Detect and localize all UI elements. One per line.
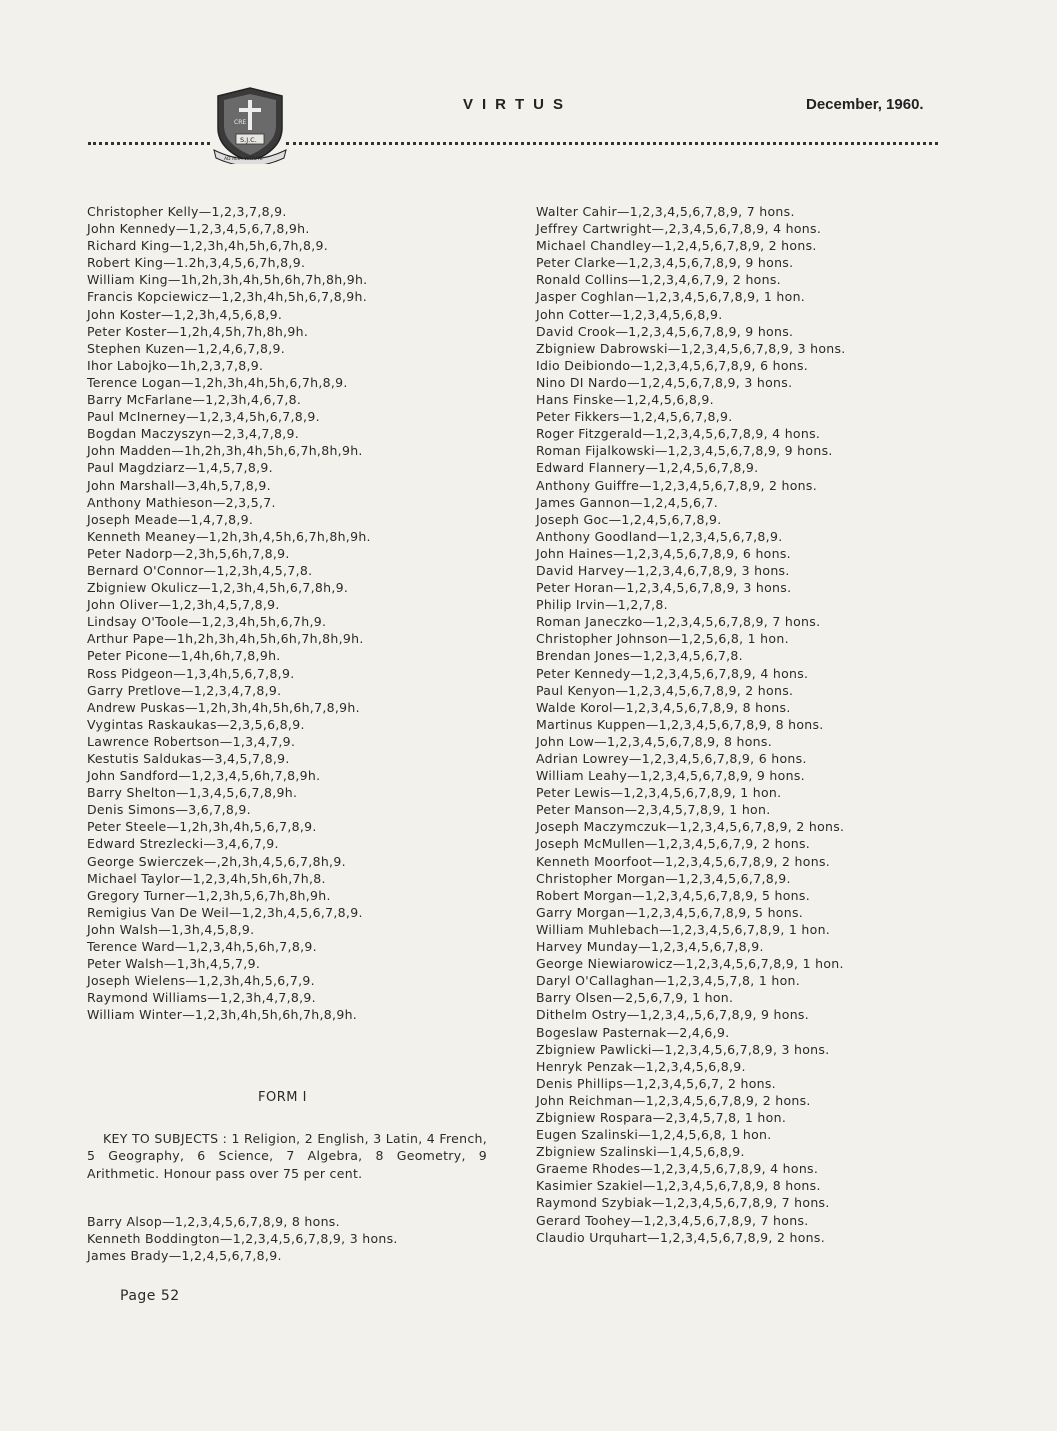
student-entry: John Haines—1,2,3,4,5,6,7,8,9, 6 hons. bbox=[536, 545, 791, 561]
student-entry: James Brady—1,2,4,5,6,7,8,9. bbox=[87, 1248, 282, 1264]
student-entry: Eugen Szalinski—1,2,4,5,6,8, 1 hon. bbox=[536, 1127, 772, 1143]
student-entry: Peter Steele—1,2h,3h,4h,5,6,7,8,9. bbox=[87, 819, 317, 835]
student-entry: Peter Lewis—1,2,3,4,5,6,7,8,9, 1 hon. bbox=[536, 785, 782, 801]
student-entry: James Gannon—1,2,4,5,6,7. bbox=[536, 494, 719, 510]
crest-motto-bottom: AD ALTA VIRTUTE bbox=[224, 157, 263, 162]
student-entry: Paul McInerney—1,2,3,4,5h,6,7,8,9. bbox=[87, 409, 320, 425]
student-entry: Claudio Urquhart—1,2,3,4,5,6,7,8,9, 2 hons. bbox=[536, 1229, 825, 1245]
student-entry: Hans Finske—1,2,4,5,6,8,9. bbox=[536, 392, 714, 408]
student-entry: Kestutis Saldukas—3,4,5,7,8,9. bbox=[87, 751, 290, 766]
student-entry: George Niewiarowicz—1,2,3,4,5,6,7,8,9, 1 hon. bbox=[536, 956, 844, 972]
student-entry: Kenneth Moorfoot—1,2,3,4,5,6,7,8,9, 2 hons. bbox=[536, 853, 831, 869]
student-entry: William Leahy—1,2,3,4,5,6,7,8,9, 9 hons. bbox=[536, 768, 805, 784]
student-entry: Michael Taylor—1,2,3,4h,5h,6h,7h,8. bbox=[87, 870, 326, 886]
student-entry: Martinus Kuppen—1,2,3,4,5,6,7,8,9, 8 hons. bbox=[536, 716, 824, 732]
student-entry: Henryk Penzak—1,2,3,4,5,6,8,9. bbox=[536, 1058, 746, 1074]
student-entry: Barry Alsop—1,2,3,4,5,6,7,8,9, 8 hons. bbox=[87, 1214, 340, 1229]
student-entry: Edward Flannery—1,2,4,5,6,7,8,9. bbox=[536, 460, 759, 476]
student-entry: Terence Logan—1,2h,3h,4h,5h,6,7h,8,9. bbox=[87, 374, 348, 390]
student-entry: John Koster—1,2,3h,4,5,6,8,9. bbox=[87, 306, 283, 322]
student-entry: Zbigniew Rospara—2,3,4,5,7,8, 1 hon. bbox=[536, 1109, 787, 1125]
student-entry: Raymond Szybiak—1,2,3,4,5,6,7,8,9, 7 hons. bbox=[536, 1195, 830, 1211]
student-entry: John Low—1,2,3,4,5,6,7,8,9, 8 hons. bbox=[536, 733, 772, 749]
student-entry: Andrew Puskas—1,2h,3h,4h,5h,6h,7,8,9h. bbox=[87, 699, 360, 715]
student-entry: William Winter—1,2,3h,4h,5h,6h,7h,8,9h. bbox=[87, 1007, 358, 1023]
student-entry: John Sandford—1,2,3,4,5,6h,7,8,9h. bbox=[87, 768, 321, 784]
form-one-list bbox=[87, 1213, 398, 1264]
student-entry: John Madden—1h,2h,3h,4h,5h,6,7h,8h,9h. bbox=[87, 443, 363, 459]
student-entry: Bernard O'Connor—1,2,3h,4,5,7,8. bbox=[87, 562, 313, 578]
student-entry: Gerard Toohey—1,2,3,4,5,6,7,8,9, 7 hons. bbox=[536, 1212, 809, 1228]
student-entry: Joseph Wielens—1,2,3h,4h,5,6,7,9. bbox=[87, 973, 315, 989]
student-list-right bbox=[536, 203, 846, 1246]
student-entry: Barry McFarlane—1,2,3h,4,6,7,8. bbox=[87, 392, 302, 408]
student-entry: Graeme Rhodes—1,2,3,4,5,6,7,8,9, 4 hons. bbox=[536, 1161, 819, 1177]
student-entry: Zbigniew Dabrowski—1,2,3,4,5,6,7,8,9, 3 hons. bbox=[536, 340, 846, 356]
student-entry: David Harvey—1,2,3,4,6,7,8,9, 3 hons. bbox=[536, 562, 790, 578]
student-entry: Walter Cahir—1,2,3,4,5,6,7,8,9, 7 hons. bbox=[536, 204, 795, 219]
student-entry: Remigius Van De Weil—1,2,3h,4,5,6,7,8,9. bbox=[87, 904, 363, 920]
student-entry: Nino DI Nardo—1,2,4,5,6,7,8,9, 3 hons. bbox=[536, 374, 793, 390]
student-entry: Barry Shelton—1,3,4,5,6,7,8,9h. bbox=[87, 785, 298, 801]
student-entry: Lawrence Robertson—1,3,4,7,9. bbox=[87, 733, 296, 749]
student-entry: Christopher Morgan—1,2,3,4,5,6,7,8,9. bbox=[536, 870, 791, 886]
student-entry: Harvey Munday—1,2,3,4,5,6,7,8,9. bbox=[536, 939, 764, 955]
crest-motto-left: CRE bbox=[234, 119, 247, 126]
student-entry: Jasper Coghlan—1,2,3,4,5,6,7,8,9, 1 hon. bbox=[536, 289, 806, 305]
student-entry: Peter Kennedy—1,2,3,4,5,6,7,8,9, 4 hons. bbox=[536, 665, 809, 681]
student-entry: John Walsh—1,3h,4,5,8,9. bbox=[87, 921, 255, 937]
student-entry: Denis Simons—3,6,7,8,9. bbox=[87, 802, 251, 818]
form-heading: FORM I bbox=[258, 1090, 307, 1105]
student-entry: Raymond Williams—1,2,3h,4,7,8,9. bbox=[87, 990, 316, 1006]
student-entry: Arthur Pape—1h,2h,3h,4h,5h,6h,7h,8h,9h. bbox=[87, 631, 364, 647]
page-number: Page 52 bbox=[120, 1288, 180, 1304]
student-entry: Kasimier Szakiel—1,2,3,4,5,6,7,8,9, 8 hons. bbox=[536, 1178, 821, 1194]
student-entry: Peter Manson—2,3,4,5,7,8,9, 1 hon. bbox=[536, 802, 771, 818]
student-entry: Roman Janeczko—1,2,3,4,5,6,7,8,9, 7 hons. bbox=[536, 614, 821, 630]
student-entry: Barry Olsen—2,5,6,7,9, 1 hon. bbox=[536, 990, 734, 1006]
student-entry: Peter Clarke—1,2,3,4,5,6,7,8,9, 9 hons. bbox=[536, 255, 794, 271]
student-entry: Roman Fijalkowski—1,2,3,4,5,6,7,8,9, 9 hons. bbox=[536, 443, 833, 459]
crest-initials: S.J.C. bbox=[240, 136, 257, 144]
student-entry: Zbigniew Szalinski—1,4,5,6,8,9. bbox=[536, 1144, 745, 1160]
student-entry: John Oliver—1,2,3h,4,5,7,8,9. bbox=[87, 597, 280, 613]
student-entry: George Swierczek—,2h,3h,4,5,6,7,8h,9. bbox=[87, 853, 346, 869]
student-entry: Francis Kopciewicz—1,2,3h,4h,5h,6,7,8,9h. bbox=[87, 289, 367, 305]
student-entry: Dithelm Ostry—1,2,3,4,,5,6,7,8,9, 9 hons. bbox=[536, 1007, 810, 1023]
student-entry: William King—1h,2h,3h,4h,5h,6h,7h,8h,9h. bbox=[87, 272, 368, 288]
student-entry: Robert Morgan—1,2,3,4,5,6,7,8,9, 5 hons. bbox=[536, 887, 810, 903]
student-entry: Ronald Collins—1,2,3,4,6,7,9, 2 hons. bbox=[536, 272, 781, 288]
student-entry: Richard King—1,2,3h,4h,5h,6,7h,8,9. bbox=[87, 238, 328, 254]
student-entry: Robert King—1.2h,3,4,5,6,7h,8,9. bbox=[87, 255, 306, 271]
student-entry: Adrian Lowrey—1,2,3,4,5,6,7,8,9, 6 hons. bbox=[536, 751, 807, 766]
student-entry: Christopher Kelly—1,2,3,7,8,9. bbox=[87, 204, 287, 219]
student-entry: Garry Morgan—1,2,3,4,5,6,7,8,9, 5 hons. bbox=[536, 904, 804, 920]
student-entry: Peter Fikkers—1,2,4,5,6,7,8,9. bbox=[536, 409, 733, 425]
student-entry: Gregory Turner—1,2,3h,5,6,7h,8h,9h. bbox=[87, 887, 331, 903]
student-entry: Walde Korol—1,2,3,4,5,6,7,8,9, 8 hons. bbox=[536, 699, 791, 715]
student-list-left bbox=[87, 203, 371, 1024]
student-entry: Peter Koster—1,2h,4,5h,7h,8h,9h. bbox=[87, 323, 309, 339]
student-entry: Terence Ward—1,2,3,4h,5,6h,7,8,9. bbox=[87, 939, 317, 955]
student-entry: Vygintas Raskaukas—2,3,5,6,8,9. bbox=[87, 716, 305, 732]
student-entry: Idio Deibiondo—1,2,3,4,5,6,7,8,9, 6 hons. bbox=[536, 357, 809, 373]
student-entry: Kenneth Meaney—1,2h,3h,4,5h,6,7h,8h,9h. bbox=[87, 528, 371, 544]
student-entry: Joseph Goc—1,2,4,5,6,7,8,9. bbox=[536, 511, 722, 527]
header-rule-right bbox=[286, 142, 938, 145]
header-rule-left bbox=[88, 142, 210, 145]
student-entry: Ross Pidgeon—1,3,4h,5,6,7,8,9. bbox=[87, 665, 295, 681]
student-entry: Bogdan Maczyszyn—2,3,4,7,8,9. bbox=[87, 426, 300, 442]
student-entry: Lindsay O'Toole—1,2,3,4h,5h,6,7h,9. bbox=[87, 614, 327, 630]
student-entry: Anthony Mathieson—2,3,5,7. bbox=[87, 494, 276, 510]
student-entry: Denis Phillips—1,2,3,4,5,6,7, 2 hons. bbox=[536, 1075, 776, 1091]
student-entry: John Marshall—3,4h,5,7,8,9. bbox=[87, 477, 271, 493]
student-entry: Edward Strezlecki—3,4,6,7,9. bbox=[87, 836, 279, 852]
student-entry: John Reichman—1,2,3,4,5,6,7,8,9, 2 hons. bbox=[536, 1092, 811, 1108]
student-entry: Paul Kenyon—1,2,3,4,5,6,7,8,9, 2 hons. bbox=[536, 682, 794, 698]
student-entry: Peter Walsh—1,3h,4,5,7,9. bbox=[87, 956, 261, 972]
student-entry: Bogeslaw Pasternak—2,4,6,9. bbox=[536, 1024, 730, 1040]
student-entry: William Muhlebach—1,2,3,4,5,6,7,8,9, 1 hon. bbox=[536, 921, 831, 937]
student-entry: John Cotter—1,2,3,4,5,6,8,9. bbox=[536, 306, 723, 322]
student-entry: Joseph Maczymczuk—1,2,3,4,5,6,7,8,9, 2 hons. bbox=[536, 819, 845, 835]
student-entry: Joseph McMullen—1,2,3,4,5,6,7,9, 2 hons. bbox=[536, 836, 811, 852]
subject-key: KEY TO SUBJECTS : 1 Religion, 2 English, 3 Latin, 4 French, 5 Geography, 6 Science, 7 Algebra, 8 Geometry, 9 Arithmetic. Honour pass over 75 per cent. bbox=[87, 1131, 487, 1181]
issue-date: December, 1960. bbox=[806, 96, 924, 113]
student-entry: Kenneth Boddington—1,2,3,4,5,6,7,8,9, 3 hons. bbox=[87, 1231, 398, 1247]
student-entry: Anthony Goodland—1,2,3,4,5,6,7,8,9. bbox=[536, 528, 783, 544]
student-entry: Christopher Johnson—1,2,5,6,8, 1 hon. bbox=[536, 631, 789, 647]
student-entry: Jeffrey Cartwright—,2,3,4,5,6,7,8,9, 4 hons. bbox=[536, 221, 822, 237]
student-entry: Ihor Labojko—1h,2,3,7,8,9. bbox=[87, 357, 264, 373]
student-entry: Zbigniew Pawlicki—1,2,3,4,5,6,7,8,9, 3 hons. bbox=[536, 1041, 830, 1057]
magazine-title: VIRTUS bbox=[463, 96, 573, 113]
student-entry: John Kennedy—1,2,3,4,5,6,7,8,9h. bbox=[87, 221, 310, 237]
student-entry: Zbigniew Okulicz—1,2,3h,4,5h,6,7,8h,9. bbox=[87, 580, 349, 596]
school-crest-icon bbox=[212, 84, 288, 164]
student-entry: Peter Horan—1,2,3,4,5,6,7,8,9, 3 hons. bbox=[536, 580, 792, 596]
student-entry: Roger Fitzgerald—1,2,3,4,5,6,7,8,9, 4 hons. bbox=[536, 426, 821, 442]
student-entry: Joseph Meade—1,4,7,8,9. bbox=[87, 511, 254, 527]
student-entry: Anthony Guiffre—1,2,3,4,5,6,7,8,9, 2 hons. bbox=[536, 477, 817, 493]
student-entry: Peter Picone—1,4h,6h,7,8,9h. bbox=[87, 648, 281, 664]
student-entry: Brendan Jones—1,2,3,4,5,6,7,8. bbox=[536, 648, 743, 664]
student-entry: Philip Irvin—1,2,7,8. bbox=[536, 597, 668, 613]
student-entry: Paul Magdziarz—1,4,5,7,8,9. bbox=[87, 460, 273, 476]
student-entry: David Crook—1,2,3,4,5,6,7,8,9, 9 hons. bbox=[536, 323, 794, 339]
student-entry: Peter Nadorp—2,3h,5,6h,7,8,9. bbox=[87, 545, 290, 561]
student-entry: Garry Pretlove—1,2,3,4,7,8,9. bbox=[87, 682, 282, 698]
student-entry: Michael Chandley—1,2,4,5,6,7,8,9, 2 hons. bbox=[536, 238, 817, 254]
student-entry: Stephen Kuzen—1,2,4,6,7,8,9. bbox=[87, 340, 286, 356]
student-entry: Daryl O'Callaghan—1,2,3,4,5,7,8, 1 hon. bbox=[536, 973, 801, 989]
